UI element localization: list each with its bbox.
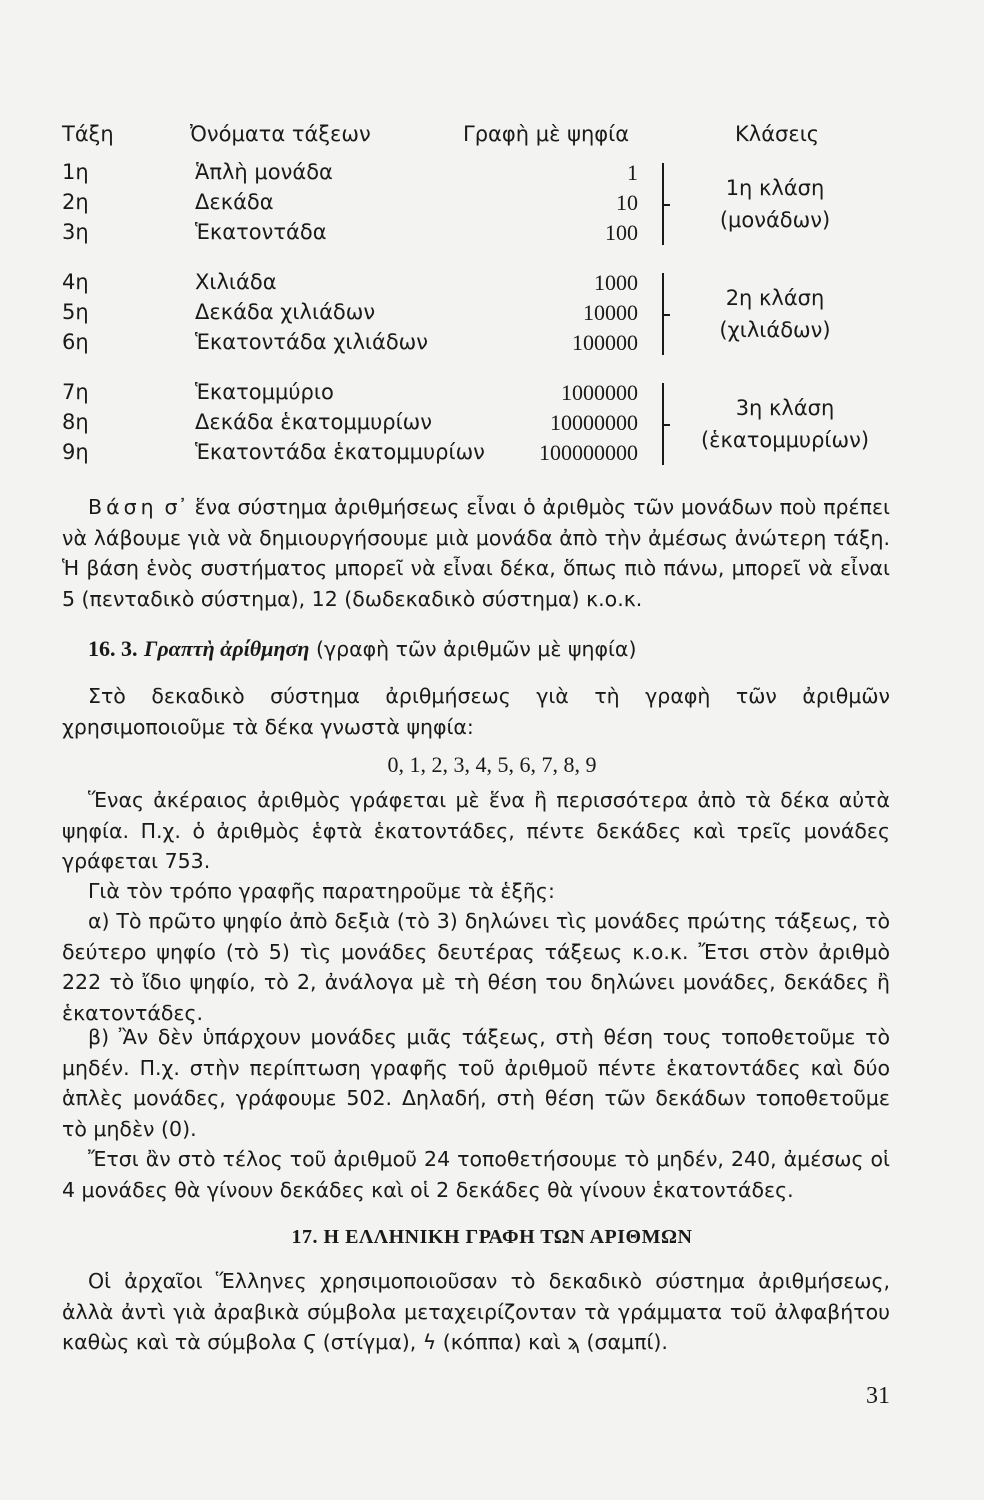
row-digits: 1000 [594, 270, 638, 295]
row-order: 7η [62, 380, 89, 404]
basis-text: σ᾽ ἕνα σύστημα ἀριθμήσεως εἶναι ὁ ἀριθμὸς τῶν μονάδων ποὺ πρέπει νὰ λάβουμε γιὰ νὰ δημιουργήσουμε μιὰ μονάδα ἀπὸ τὴν ἀμέσως ἀνώτερη τάξη. Ἡ βάση ἑνὸς συστήματος μπορεῖ νὰ εἶναι δέκα, ὅπως πιὸ πάνω, μπορεῖ νὰ εἶναι 5 (πενταδικὸ σύστημα), 12 (δωδεκαδικὸ σύστημα) κ.ο.κ. [62, 495, 890, 611]
class-label: 3η κλάση (ἑκατομμυρίων) [700, 396, 870, 452]
row-order: 5η [62, 300, 89, 324]
row-order: 2η [62, 190, 89, 214]
section-16-title: Γραπτὴ ἀρίθμηση [144, 636, 310, 661]
row-name: Δεκάδα ἑκατομμυρίων [195, 410, 432, 434]
row-digits: 10000000 [550, 410, 638, 435]
class-label: 1η κλάση (μονάδων) [719, 176, 831, 232]
row-digits: 100 [605, 220, 638, 245]
header-order: Τάξη [62, 122, 114, 146]
row-name: Ἑκατομμύριο [195, 380, 334, 404]
row-digits: 100000000 [539, 440, 638, 465]
row-order: 4η [62, 270, 89, 294]
basis-term: Βάση [88, 495, 158, 519]
zero-paragraph: Ἔτσι ἂν στὸ τέλος τοῦ ἀριθμοῦ 24 τοποθετήσουμε τὸ μηδέν, 240, ἀμέσως οἱ 4 μονάδες θὰ γίνουν δεκάδες καὶ οἱ 2 δεκάδες θὰ γίνουν ἑκατοντάδες. [62, 1147, 890, 1202]
header-names: Ὀνόματα τάξεων [190, 122, 371, 146]
class-brace [656, 163, 664, 245]
basis-paragraph [62, 492, 890, 614]
row-order: 6η [62, 330, 89, 354]
row-name: Ἑκατοντάδα [195, 220, 327, 244]
row-digits: 10 [616, 190, 638, 215]
section-16-heading: 16. 3. Γραπτὴ ἀρίθμηση (γραφὴ τῶν ἀριθμῶν μὲ ψηφία) [88, 636, 637, 661]
row-order: 9η [62, 440, 89, 464]
row-name: Χιλιάδα [195, 270, 277, 294]
row-order: 1η [62, 160, 89, 184]
row-name: Ἑκατοντάδα χιλιάδων [195, 330, 428, 354]
row-order: 8η [62, 410, 89, 434]
row-order: 3η [62, 220, 89, 244]
row-digits: 100000 [572, 330, 638, 355]
row-digits: 10000 [583, 300, 638, 325]
row-name: Δεκάδα χιλιάδων [195, 300, 376, 324]
observe-paragraph: Γιὰ τὸν τρόπο γραφῆς παρατηροῦμε τὰ ἑξῆς: [88, 879, 555, 903]
point-a-paragraph: α) Τὸ πρῶτο ψηφίο ἀπὸ δεξιὰ (τὸ 3) δηλώνει τὶς μονάδες πρώτης τάξεως, τὸ δεύτερο ψηφίο (τὸ 5) τὶς μονάδες δευτέρας τάξεως κ.ο.κ. Ἔτσι στὸν ἀριθμὸ 222 τὸ ἴδιο ψηφίο, τὸ 2, ἀνάλογα μὲ τὴ θέση του δηλώνει μονάδες, δεκάδες ἢ ἑκατοντάδες. [62, 909, 890, 1025]
section-16-subtitle: (γραφὴ τῶν ἀριθμῶν μὲ ψηφία) [309, 637, 637, 661]
row-name: Ἁπλὴ μονάδα [195, 160, 333, 184]
row-name: Ἑκατοντάδα ἑκατομμυρίων [195, 440, 485, 464]
section-17-title: 17. Η ΕΛΛΗΝΙΚΗ ΓΡΑΦΗ ΤΩΝ ΑΡΙΘΜΩΝ [291, 1226, 693, 1248]
point-b-paragraph: β) Ἂν δὲν ὑπάρχουν μονάδες μιᾶς τάξεως, στὴ θέση τους τοποθετοῦμε τὸ μηδέν. Π.χ. στὴν περίπτωση γραφῆς τοῦ ἀριθμοῦ πέντε ἑκατοντάδες καὶ δύο ἁπλὲς μονάδες, γράφουμε 502. Δηλαδή, στὴ θέση τῶν δεκάδων τοποθετοῦμε τὸ μηδὲν (0). [62, 1025, 890, 1141]
header-digits: Γραφὴ μὲ ψηφία [463, 122, 630, 146]
page-number: 31 [866, 1383, 890, 1409]
header-classes: Κλάσεις [735, 122, 820, 146]
digits-line: 0, 1, 2, 3, 4, 5, 6, 7, 8, 9 [387, 752, 597, 777]
row-digits: 1000000 [561, 380, 638, 405]
class-brace [656, 273, 664, 355]
decimal-paragraph: Στὸ δεκαδικὸ σύστημα ἀριθμήσεως γιὰ τὴ γραφὴ τῶν ἀριθμῶν χρησιμοποιοῦμε τὰ δέκα γνωστὰ ψηφία: [62, 684, 890, 739]
class-label: 2η κλάση (χιλιάδων) [719, 286, 831, 342]
greek-paragraph: Οἱ ἀρχαῖοι Ἕλληνες χρησιμοποιοῦσαν τὸ δεκαδικὸ σύστημα ἀριθμήσεως, ἀλλὰ ἀντὶ γιὰ ἀραβικὰ σύμβολα μεταχειρίζονταν τὰ γράμματα τοῦ ἀλφαβήτου καθὼς καὶ τὰ σύμβολα Ϛ (στίγμα), ϟ (κόππα) καὶ ϡ (σαμπί). [62, 1269, 890, 1354]
row-name: Δεκάδα [195, 190, 274, 214]
row-digits: 1 [627, 160, 638, 185]
integer-paragraph: Ἕνας ἀκέραιος ἀριθμὸς γράφεται μὲ ἕνα ἢ περισσότερα ἀπὸ τὰ δέκα αὐτὰ ψηφία. Π.χ. ὁ ἀριθμὸς ἑφτὰ ἑκατοντάδες, πέντε δεκάδες καὶ τρεῖς μονάδες γράφεται 753. [62, 788, 890, 873]
class-brace [656, 383, 664, 465]
